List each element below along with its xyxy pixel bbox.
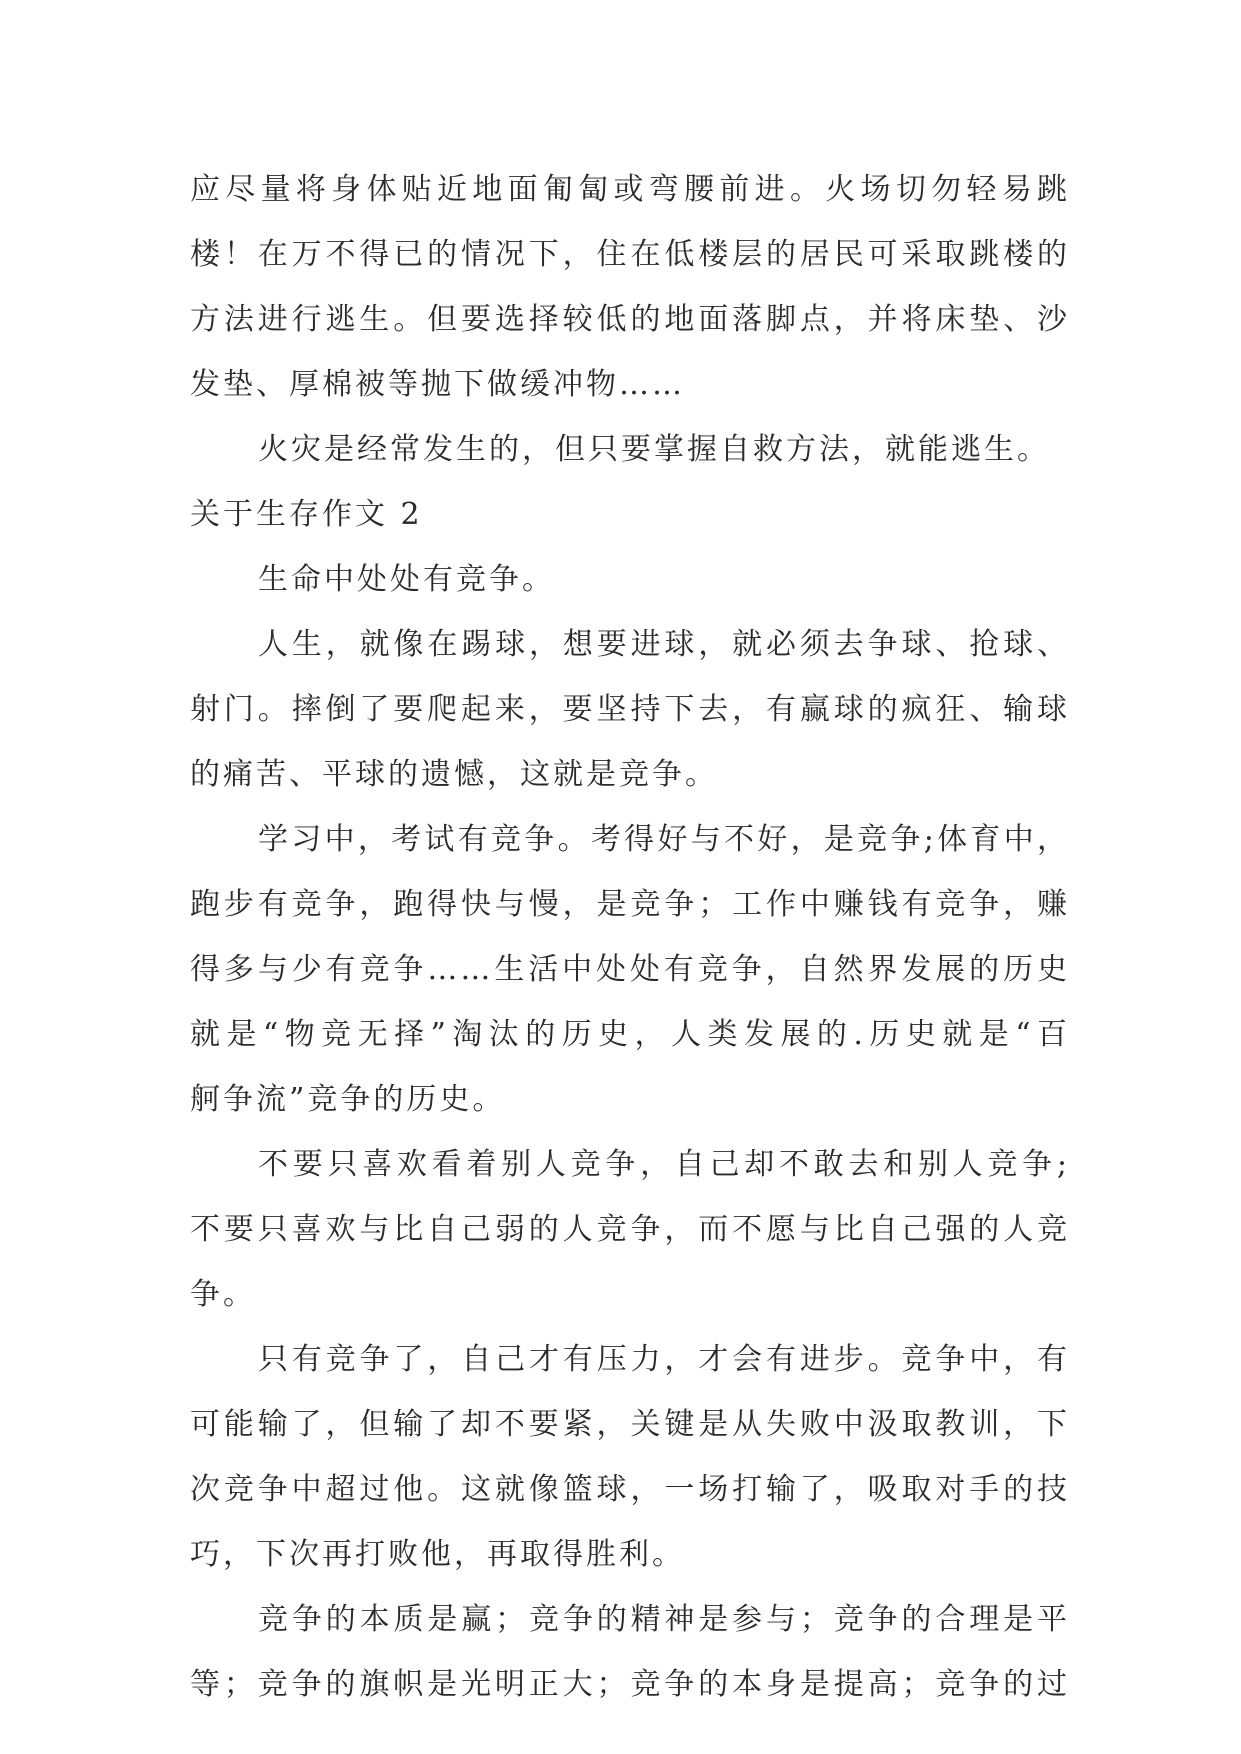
text-line: 得多与少有竞争……生活中处处有竞争，自然界发展的历史 [190,952,1070,987]
paragraph-dont-only-watch [190,1132,1070,1327]
text-line: 竞争的本质是赢；竞争的精神是参与；竞争的合理是平 [258,1602,1070,1637]
text-line: 次竞争中超过他。这就像篮球，一场打输了，吸取对手的技 [190,1472,1070,1507]
text-line: 跑步有竞争，跑得快与慢，是竞争；工作中赚钱有竞争，赚 [190,887,1070,922]
text-line: 射门。摔倒了要爬起来，要坚持下去，有赢球的疯狂、输球 [190,692,1070,727]
text-line: 等；竞争的旗帜是光明正大；竞争的本身是提高；竞争的过 [190,1667,1070,1702]
paragraph-fire-escape-continued [190,157,1070,417]
text-line: 就是“物竞无择”淘汰的历史，人类发展的.历史就是“百 [190,1017,1070,1052]
paragraph-competition-everywhere [190,547,1070,612]
text-line: 学习中，考试有竞争。考得好与不好，是竞争;体育中， [258,822,1070,857]
text-line: 人生，就像在踢球，想要进球，就必须去争球、抢球、 [258,627,1070,662]
paragraph-fire-conclusion [190,417,1070,482]
paragraph-essence-of-competition [190,1587,1070,1717]
text-line: 应尽量将身体贴近地面匍匐或弯腰前进。火场切勿轻易跳 [190,172,1070,207]
text-line: 方法进行逃生。但要选择较低的地面落脚点，并将床垫、沙 [190,302,1070,337]
text-line: 巧，下次再打败他，再取得胜利。 [190,1537,685,1572]
text-line: 火灾是经常发生的，但只要掌握自救方法，就能逃生。 [258,432,1050,467]
text-line: 争。 [190,1277,256,1312]
text-line: 的痛苦、平球的遗憾，这就是竞争。 [190,757,718,792]
text-line: 关于生存作文 2 [190,497,423,532]
paragraph-study-exam [190,807,1070,1132]
text-line: 不要只喜欢与比自己弱的人竞争，而不愿与比自己强的人竞 [190,1212,1070,1247]
paragraph-pressure-progress [190,1327,1070,1587]
text-line: 楼！在万不得已的情况下，住在低楼层的居民可采取跳楼的 [190,237,1070,272]
section-heading [190,482,1070,547]
document-page [190,157,1070,1717]
paragraph-football [190,612,1070,807]
text-line: 发垫、厚棉被等抛下做缓冲物…… [190,367,685,402]
text-line: 不要只喜欢看着别人竞争，自己却不敢去和别人竞争; [258,1147,1070,1182]
text-line: 可能输了，但输了却不要紧，关键是从失败中汲取教训，下 [190,1407,1070,1442]
text-line: 舸争流”竞争的历史。 [190,1082,506,1117]
text-line: 生命中处处有竞争。 [258,562,555,597]
text-line: 只有竞争了，自己才有压力，才会有进步。竞争中，有 [258,1342,1070,1377]
